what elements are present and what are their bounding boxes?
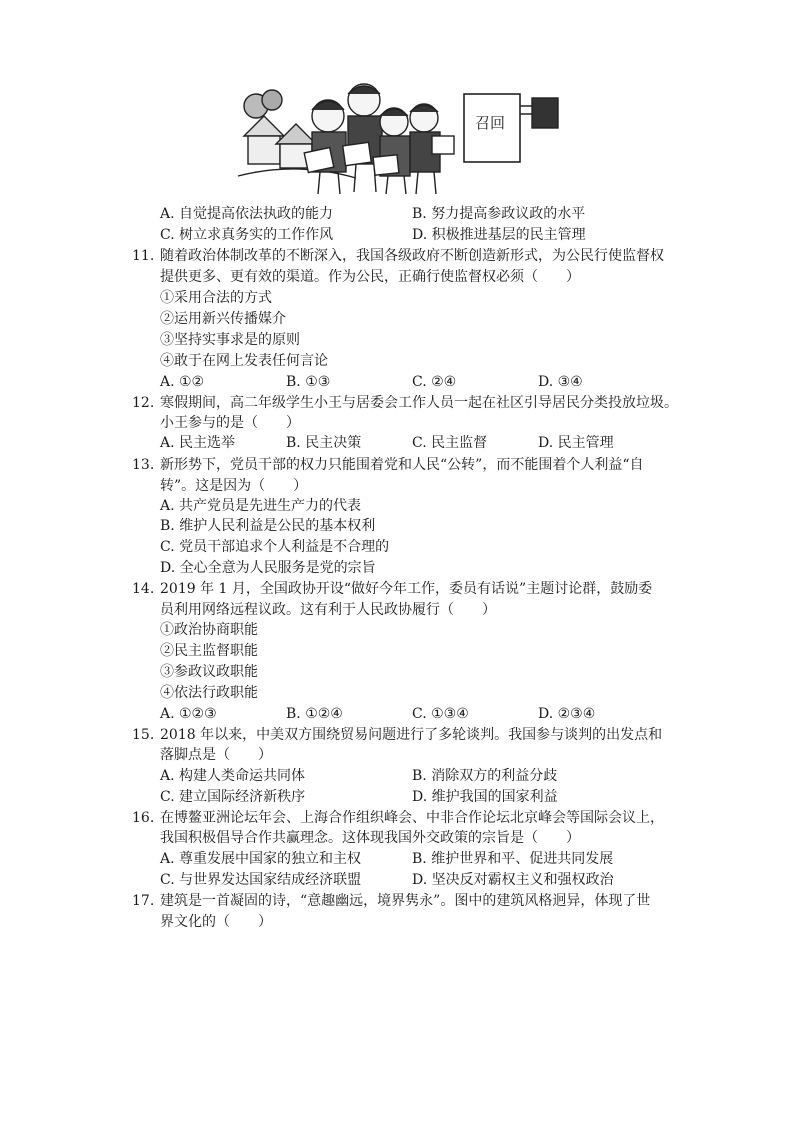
- q13-stem-line-2: 转”。这是因为（ ）: [160, 478, 308, 494]
- q12-option-a: A. 民主选举: [160, 435, 236, 451]
- q17-stem-line-2: 界文化的（ ）: [160, 914, 272, 930]
- q14-item-2: ②民主监督职能: [160, 643, 258, 659]
- q11-item-1: ①采用合法的方式: [160, 290, 272, 306]
- q17-number: 17.: [132, 893, 155, 909]
- q11-option-d: D. ③④: [538, 374, 583, 390]
- q10-option-b: B. 努力提高参政议政的水平: [412, 206, 586, 222]
- q14-option-b: B. ①②④: [286, 706, 343, 722]
- q12-option-b: B. 民主决策: [286, 435, 362, 451]
- q16-stem-line-2: 我国积极倡导合作共赢理念。这体现我国外交政策的宗旨是（ ）: [160, 830, 580, 846]
- q13-option-d: D. 全心全意为人民服务是党的宗旨: [160, 560, 376, 576]
- q12-option-d: D. 民主管理: [538, 435, 614, 451]
- q15-option-c: C. 建立国际经济新秩序: [160, 789, 306, 805]
- q12-stem-line-2: 小王参与的是（ ）: [160, 415, 300, 431]
- q13-option-a: A. 共产党员是先进生产力的代表: [160, 498, 362, 514]
- q12-stem-line-1: 寒假期间，高二年级学生小王与居委会工作人员一起在社区引导居民分类投放垃圾。: [160, 395, 678, 411]
- q13-stem-line-1: 新形势下，党员干部的权力只能围着党和人民“公转”，而不能围着个人利益“自: [160, 457, 644, 473]
- q14-item-1: ①政治协商职能: [160, 622, 258, 638]
- q12-option-c: C. 民主监督: [412, 435, 488, 451]
- q13-number: 13.: [132, 457, 155, 473]
- q16-option-b: B. 维护世界和平、促进共同发展: [412, 851, 614, 867]
- q11-option-a: A. ①②: [160, 374, 205, 390]
- q16-stem-line-1: 在博鳌亚洲论坛年会、上海合作组织峰会、中非合作论坛北京峰会等国际会议上，: [160, 810, 664, 826]
- q14-option-d: D. ②③④: [538, 706, 596, 722]
- q11-number: 11.: [132, 248, 155, 264]
- q15-number: 15.: [132, 727, 155, 743]
- q11-stem-line-2: 提供更多、更有效的渠道。作为公民，正确行使监督权必须（ ）: [160, 269, 580, 285]
- q12-number: 12.: [132, 395, 155, 411]
- q10-option-d: D. 积极推进基层的民主管理: [412, 227, 586, 243]
- q11-option-c: C. ②④: [412, 374, 457, 390]
- q10-option-c: C. 树立求真务实的工作作风: [160, 227, 334, 243]
- q14-stem-line-1: 2019 年 1 月，全国政协开设“做好今年工作，委员有话说”主题讨论群，鼓励委: [160, 581, 653, 597]
- q16-option-d: D. 坚决反对霸权主义和强权政治: [412, 872, 614, 888]
- q14-stem-line-2: 员利用网络远程议政。这有利于人民政协履行（ ）: [160, 602, 496, 618]
- q13-option-c: C. 党员干部追求个人利益是不合理的: [160, 539, 390, 555]
- q14-number: 14.: [132, 581, 155, 597]
- q15-stem-line-1: 2018 年以来，中美双方围绕贸易问题进行了多轮谈判。我国参与谈判的出发点和: [160, 727, 663, 743]
- q14-item-4: ④依法行政职能: [160, 685, 258, 701]
- q17-stem-line-1: 建筑是一首凝固的诗，“意趣幽远，境界隽永”。图中的建筑风格迥异，体现了世: [160, 893, 651, 909]
- q15-option-b: B. 消除双方的利益分歧: [412, 768, 558, 784]
- q15-option-d: D. 维护我国的国家利益: [412, 789, 558, 805]
- q11-stem-line-1: 随着政治体制改革的不断深入，我国各级政府不断创造新形式，为公民行使监督权: [160, 248, 664, 264]
- q15-option-a: A. 构建人类命运共同体: [160, 768, 306, 784]
- q11-item-3: ③坚持实事求是的原则: [160, 332, 300, 348]
- q11-option-b: B. ①③: [286, 374, 331, 390]
- q11-item-4: ④敢于在网上发表任何言论: [160, 353, 328, 369]
- q16-option-c: C. 与世界发达国家结成经济联盟: [160, 872, 362, 888]
- q11-item-2: ②运用新兴传播媒介: [160, 311, 286, 327]
- q16-number: 16.: [132, 810, 155, 826]
- cartoon-illustration: [236, 66, 560, 198]
- q14-option-a: A. ①②③: [160, 706, 217, 722]
- q10-option-a: A. 自觉提高依法执政的能力: [160, 206, 334, 222]
- q14-option-c: C. ①③④: [412, 706, 469, 722]
- recall-sign-text: 召回: [475, 114, 506, 132]
- q15-stem-line-2: 落脚点是（ ）: [160, 747, 272, 763]
- q14-item-3: ③参政议政职能: [160, 664, 258, 680]
- q13-option-b: B. 维护人民利益是公民的基本权利: [160, 518, 376, 534]
- cartoon-officials-recall-icon: [236, 66, 560, 198]
- q16-option-a: A. 尊重发展中国家的独立和主权: [160, 851, 362, 867]
